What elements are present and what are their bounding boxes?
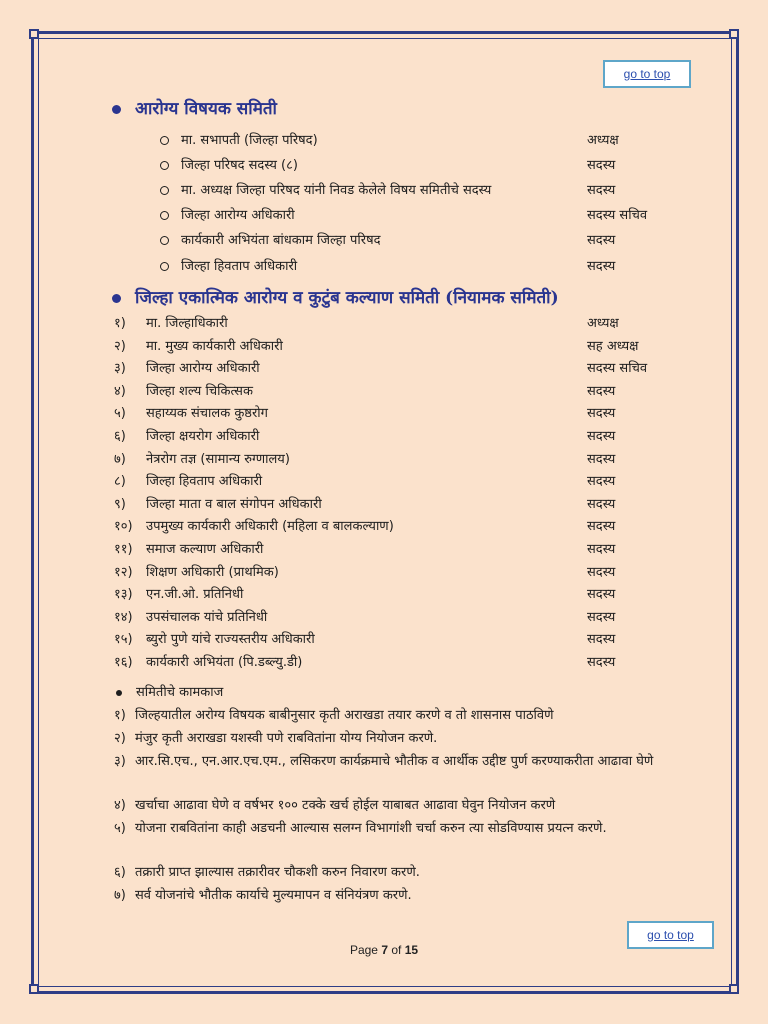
member-name: मा. मुख्य कार्यकारी अधिकारी <box>146 338 283 354</box>
item-number: १३) <box>114 587 133 603</box>
member-name: उपमुख्य कार्यकारी अधिकारी (महिला व बालकल्याण) <box>146 519 394 535</box>
member-name: जिल्हा आरोग्य अधिकारी <box>146 361 260 377</box>
duty-text: सर्व योजनांचे भौतीक कार्याचे मुल्यमापन व संनियंत्रण करणे. <box>135 888 412 903</box>
item-number: १) <box>114 708 126 723</box>
list-item <box>0 156 700 176</box>
border-corner <box>729 29 739 39</box>
list-item <box>0 450 700 470</box>
member-role: सदस्य <box>587 258 616 274</box>
list-item <box>0 630 700 650</box>
member-role: सदस्य <box>587 655 616 670</box>
list-item <box>114 751 674 773</box>
item-number: ७) <box>114 888 126 903</box>
list-item <box>0 495 700 515</box>
list-item <box>114 885 674 907</box>
list-item <box>0 472 700 492</box>
item-number: ३) <box>114 754 126 769</box>
member-name: जिल्हा परिषद सदस्य (८) <box>181 158 298 174</box>
circle-bullet-icon <box>160 211 169 220</box>
item-number: १६) <box>114 655 133 670</box>
go-to-top-link-top[interactable]: go to top <box>603 60 691 88</box>
member-name: समाज कल्याण अधिकारी <box>146 542 264 557</box>
member-name: मा. अध्यक्ष जिल्हा परिषद यांनी निवड केलेले विषय समितीचे सदस्य <box>181 183 492 199</box>
member-name: जिल्हा शल्य चिकित्सक <box>146 383 253 399</box>
member-name: जिल्हा क्षयरोग अधिकारी <box>146 429 260 444</box>
of-word: of <box>391 943 402 957</box>
list-item <box>0 359 700 379</box>
list-item <box>0 404 700 424</box>
list-item <box>0 563 700 583</box>
item-number: २) <box>114 338 126 354</box>
item-number: ९) <box>114 496 126 512</box>
member-name: मा. सभापती (जिल्हा परिषद) <box>181 133 318 148</box>
member-name: उपसंचालक यांचे प्रतिनिधी <box>146 609 268 625</box>
item-number: ८) <box>114 474 126 490</box>
item-number: १०) <box>114 519 133 535</box>
item-number: ४) <box>114 798 126 813</box>
section-heading-district-committee <box>112 285 559 308</box>
member-role: सदस्य <box>587 183 616 199</box>
page-word: Page <box>349 943 378 957</box>
duty-text: तक्रारी प्राप्त झाल्यास तक्रारीवर चौकशी करुन निवारण करणे. <box>135 865 420 880</box>
item-number: २) <box>114 731 126 746</box>
member-name: नेत्ररोग तज्ञ (सामान्य रुग्णालय) <box>146 451 290 467</box>
item-number: १५) <box>114 632 133 648</box>
member-role: सदस्य <box>587 519 616 535</box>
member-role: सदस्य <box>587 233 616 249</box>
item-number: ११) <box>114 542 133 557</box>
circle-bullet-icon <box>160 136 169 145</box>
border-corner <box>29 29 39 39</box>
member-role: सदस्य <box>587 564 616 580</box>
member-role: सदस्य <box>587 383 616 399</box>
go-to-top-link-bottom[interactable]: go to top <box>627 921 714 949</box>
circle-bullet-icon <box>160 161 169 170</box>
duty-text: जिल्हयातील अरोग्य विषयक बाबीनुसार कृती अराखडा तयार करणे व तो शासनास पाठविणे <box>135 708 554 723</box>
member-name: कार्यकारी अभियंता बांधकाम जिल्हा परिषद <box>181 233 381 249</box>
member-role: सदस्य <box>587 158 616 174</box>
duties-title: समितीचे कामकाज <box>136 685 224 700</box>
list-item <box>0 181 700 201</box>
item-number: ६) <box>114 429 126 444</box>
list-item <box>0 131 700 151</box>
member-role: सदस्य <box>587 406 616 422</box>
list-item <box>0 608 700 628</box>
circle-bullet-icon <box>160 186 169 195</box>
list-item <box>0 653 700 673</box>
list-item <box>0 382 700 402</box>
member-name: कार्यकारी अभियंता (पि.डब्ल्यु.डी) <box>146 655 303 670</box>
list-item <box>114 705 674 727</box>
item-number: १) <box>114 316 126 331</box>
member-role: अध्यक्ष <box>587 316 619 331</box>
section-title: जिल्हा एकात्मिक आरोग्य व कुटुंब कल्याण समिती (नियामक समिती) <box>135 288 559 308</box>
list-item <box>114 728 674 750</box>
item-number: ६) <box>114 865 126 880</box>
page-total: 15 <box>404 943 419 957</box>
section-heading-health-committee <box>112 96 277 119</box>
bullet-icon <box>112 105 121 114</box>
duty-text: आर.सि.एच., एन.आर.एच.एम., लसिकरण कार्यक्रमाचे भौतीक व आर्थीक उद्दीष्ट पुर्ण करण्याकरीता आढावा घेणे <box>135 754 654 769</box>
member-name: मा. जिल्हाधिकारी <box>146 316 228 331</box>
member-role: सदस्य <box>587 609 616 625</box>
duties-heading <box>114 683 223 703</box>
member-role: सदस्य <box>587 496 616 512</box>
member-role: सदस्य सचिव <box>587 208 648 224</box>
duty-text: खर्चाचा आढावा घेणे व वर्षभर १०० टक्के खर्च होईल याबाबत आढावा घेवुन नियोजन करणे <box>135 798 556 813</box>
list-item <box>114 818 674 840</box>
member-role: सदस्य <box>587 587 616 603</box>
list-item <box>114 795 674 817</box>
item-number: ७) <box>114 451 126 467</box>
member-role: सदस्य <box>587 429 616 444</box>
bullet-icon <box>116 690 122 696</box>
item-number: ५) <box>114 406 126 422</box>
bullet-icon <box>112 294 121 303</box>
list-item <box>0 427 700 447</box>
list-item <box>0 540 700 560</box>
member-role: सदस्य <box>587 474 616 490</box>
member-role: सह अध्यक्ष <box>587 338 639 354</box>
member-name: जिल्हा माता व बाल संगोपन अधिकारी <box>146 496 322 512</box>
list-item <box>0 585 700 605</box>
circle-bullet-icon <box>160 236 169 245</box>
member-name: सहाय्यक संचालक कुष्ठरोग <box>146 406 268 422</box>
member-name: ब्युरो पुणे यांचे राज्यस्तरीय अधिकारी <box>146 632 315 648</box>
circle-bullet-icon <box>160 262 169 271</box>
member-name: शिक्षण अधिकारी (प्राथमिक) <box>146 564 279 580</box>
member-role: सदस्य <box>587 632 616 648</box>
duty-text: योजना राबवितांना काही अडचनी आल्यास सलग्न विभागांशी चर्चा करुन त्या सोडविण्यास प्रयत्न करणे. <box>135 821 607 836</box>
border-corner <box>729 984 739 994</box>
item-number: ४) <box>114 383 126 399</box>
member-name: एन.जी.ओ. प्रतिनिधी <box>146 587 244 603</box>
member-role: सदस्य <box>587 451 616 467</box>
section-title: आरोग्य विषयक समिती <box>135 99 277 119</box>
member-role: सदस्य <box>587 542 616 557</box>
border-corner <box>29 984 39 994</box>
member-role: अध्यक्ष <box>587 133 619 148</box>
list-item <box>0 206 700 226</box>
list-item <box>0 314 700 334</box>
member-name: जिल्हा हिवताप अधिकारी <box>146 474 263 490</box>
item-number: ३) <box>114 361 126 377</box>
item-number: १४) <box>114 609 133 625</box>
duty-text: मंजुर कृती अराखडा यशस्वी पणे राबवितांना योग्य नियोजन करणे. <box>135 731 438 746</box>
list-item <box>0 231 700 251</box>
list-item <box>0 337 700 357</box>
item-number: १२) <box>114 564 133 580</box>
member-name: जिल्हा आरोग्य अधिकारी <box>181 208 295 224</box>
list-item <box>0 517 700 537</box>
member-name: जिल्हा हिवताप अधिकारी <box>181 258 298 274</box>
member-role: सदस्य सचिव <box>587 361 648 377</box>
list-item <box>114 862 674 884</box>
page-number: 7 <box>381 943 388 957</box>
list-item <box>0 257 700 277</box>
item-number: ५) <box>114 821 126 836</box>
